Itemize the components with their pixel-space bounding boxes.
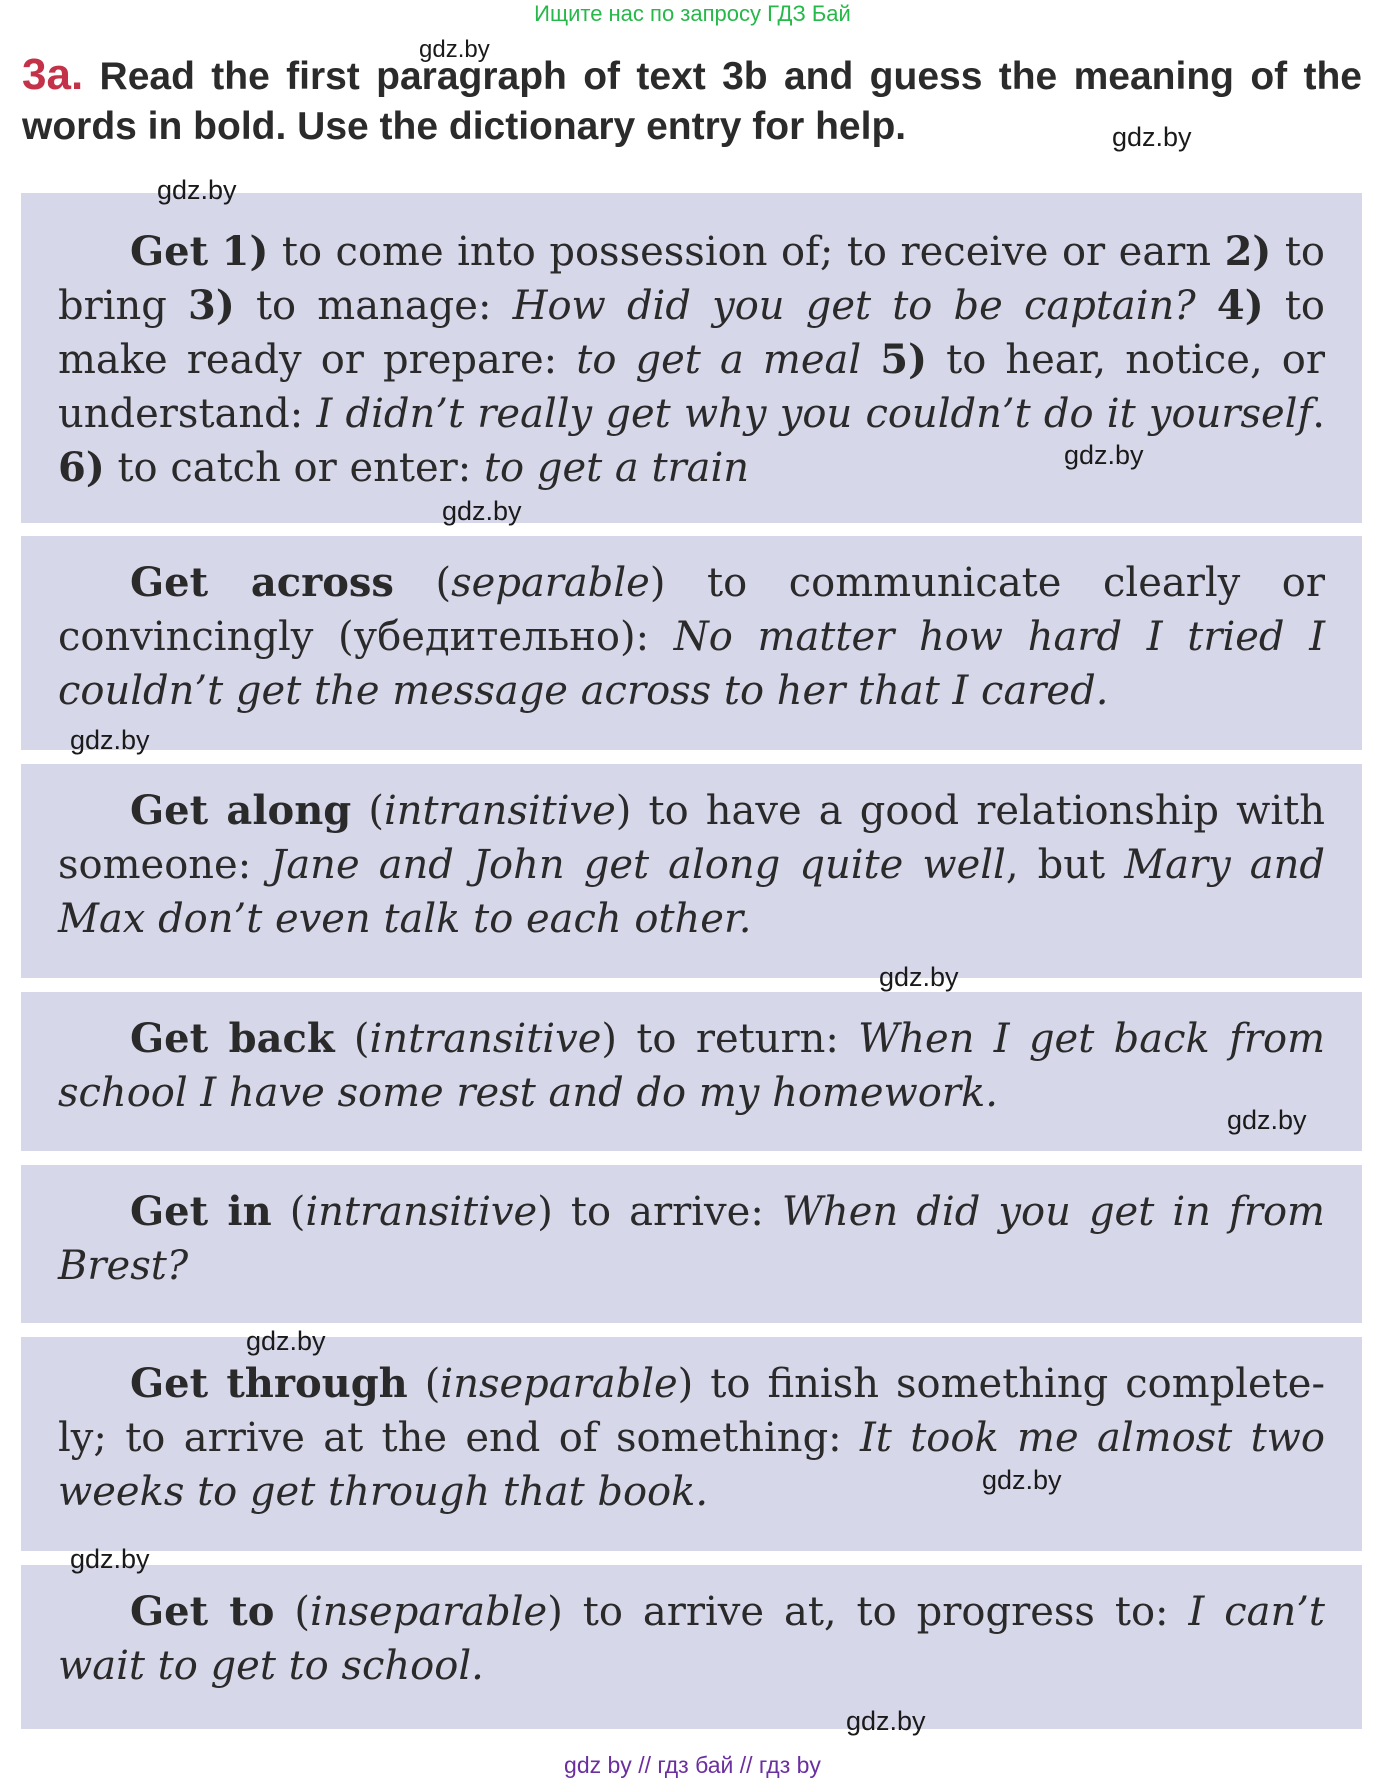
entry-get-along: Get along (intransitive) to have a good relationship with someone: Jane and John get along quite well, but Mary and Max don’t even talk to each other. [58,787,1326,942]
example: to get a train [483,445,750,491]
headword: Get to [130,1588,275,1635]
sense-number: 6) [58,444,105,491]
grammar-tag: separable [451,560,650,606]
headword: Get along [130,787,352,834]
example: I didn’t really get why you couldn’t do it yourself [316,391,1313,437]
definition: to come into possession of; to receive or earn [268,229,1225,275]
watermark: gdz.by [442,496,522,526]
grammar-tag: intransitive [305,1189,538,1235]
example: How did you get to be captain? [512,283,1196,329]
entry-get-back: Get back (intransitive) to return: When I get back from school I have some rest and do my homework. [58,1015,1326,1116]
definition: to bring [58,229,1326,329]
entry-get-in: Get in (intransitive) to arrive: When did you get in from Brest? [58,1188,1325,1289]
watermark: gdz.by [846,1706,926,1736]
headword: Get back [130,1015,335,1062]
definition: to make ready or prepare: [58,283,1326,383]
entry-get-across: Get across (separable) to communicate clearly or convincingly (убедительно): No matter how hard I tried I couldn’t get the message across to her that I cared. [58,559,1326,714]
watermark: gdz.by [70,725,150,755]
watermark: gdz.by [70,1544,150,1574]
conjunction: , but [1005,842,1125,888]
example: When I get back from school I have some rest and do my homework. [58,1016,1326,1116]
watermark: gdz.by [1064,440,1144,470]
definition: to manage: [234,283,513,329]
grammar-tag: inseparable [309,1589,548,1635]
footer-links: gdz by // гдз бай // гдз by [564,1752,821,1778]
sense-number: 4) [1216,282,1264,329]
exercise-number: 3a. [22,50,84,99]
definition: to hear, notice, or understand: [58,337,1325,437]
example: When did you get in from Brest? [58,1189,1325,1289]
watermark: gdz.by [157,175,237,205]
watermark: gdz.by [1112,122,1192,152]
entry-box-get-through [21,1337,1362,1551]
headword: Get in [130,1188,272,1235]
example: to get a meal [576,337,862,383]
sense-number: 3) [188,282,235,329]
entry-box-get [21,193,1362,523]
entry-box-get-across [21,536,1362,750]
exercise-instruction: Read the first paragraph of text 3b and guess the meaning of the words in bold. Use the dictionary entry for help. [22,55,1362,148]
headword: Get across [130,559,394,606]
headword: Get through [130,1360,408,1407]
headword: Get [130,228,209,275]
entry-box-get-to [21,1565,1362,1729]
definition: to finish something completely; to arrive at the end of something: [58,1361,1325,1461]
entry-box-get-back [21,992,1362,1151]
watermark: gdz.by [246,1326,326,1356]
entry-get-through: Get through (inseparable) to finish something completely; to arrive at the end of something: It took me almost two weeks to get through that book. [58,1360,1325,1515]
grammar-tag: intransitive [369,1016,602,1062]
sense-number: 2) [1224,228,1272,275]
definition: to arrive at, to progress to: [562,1589,1189,1635]
top-banner: Ищите нас по запросу ГДЗ Бай [534,1,851,26]
definition: to have a good relationship with someone: [58,788,1325,888]
sense-number: 5) [880,336,928,383]
example: Mary and Max don’t even talk to each other. [58,842,1326,942]
example: I can’t wait to get to school. [58,1589,1326,1689]
watermark: gdz.by [982,1465,1062,1495]
example: It took me almost two weeks to get through that book. [58,1415,1325,1515]
watermark: gdz.by [879,962,959,992]
definition: to catch or enter: [104,445,484,491]
watermark: gdz.by [1227,1105,1307,1135]
example: No matter how hard I tried I couldn’t get the message across to her that I cared. [58,614,1326,714]
punctuation: . [1312,391,1325,437]
watermark: gdz.by [419,36,490,63]
sense-number: 1) [221,228,269,275]
entry-get-to: Get to (inseparable) to arrive at, to progress to: I can’t wait to get to school. [58,1588,1326,1689]
entry-box-get-in [21,1165,1362,1323]
entry-box-get-along [21,764,1362,978]
definition: to communicate clearly or convincingly (убедительно): [58,560,1326,660]
grammar-tag: intransitive [383,788,616,834]
grammar-tag: inseparable [440,1361,678,1407]
definition: to return: [616,1016,859,1062]
definition: to arrive: [552,1189,782,1235]
example: Jane and John get along quite well [270,842,1006,888]
